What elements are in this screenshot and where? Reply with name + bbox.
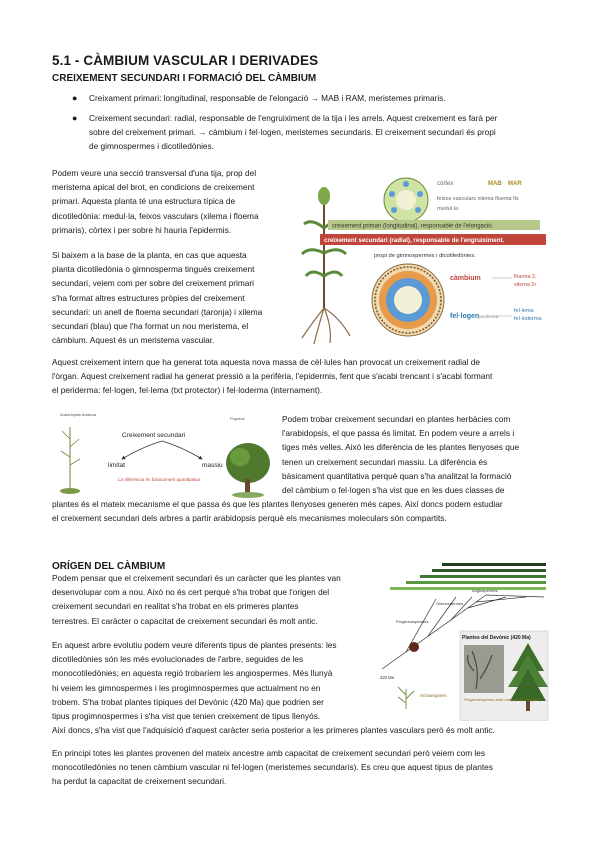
bullet-primary: Creixament primari: longitudinal, responsable de l'elongació → MAB i RAM, meristemes primaris.	[89, 93, 446, 103]
text-line: tenen un creixement secundari massiu. La diferència és	[282, 456, 488, 467]
label-cortex: còrtex	[437, 181, 454, 187]
time-scale-bars	[390, 563, 546, 590]
paragraph-herbaceous-cont	[52, 497, 552, 525]
bullet-secondary-line: Creixement secundari: radial, responsable de l'engruiximent de la tija i les arrels. Aquest creixement es farà per	[89, 113, 498, 123]
text-line: desenvolupar com a nou. Això no és cert perquè s'ha trobat que l'origen del	[52, 587, 330, 598]
text-line: meristema apical del brot, en condicions de creixement	[52, 182, 255, 193]
paragraph-base	[52, 248, 288, 347]
label-periderm: periderma	[478, 314, 499, 319]
paragraph-evolutionary-tree	[52, 638, 374, 723]
paragraph-origin	[52, 571, 374, 628]
paragraph-conclusion: Així doncs, s'ha vist que l'adquisició d'aquest caràcter seria posterior a les primeres plantes vasculars però és molt antic.	[52, 725, 495, 735]
text-line: creixement secundari en realitat s'ha trobat en els primeres plantes	[52, 601, 299, 612]
text-line: terrestres. El caràcter o capacitat de creixement secundari és molt antic.	[52, 615, 318, 626]
bullet-secondary-line: de gimnospermes i dicotiledònies.	[89, 141, 214, 151]
tree-illustration	[226, 443, 270, 498]
section-subtitle: CREIXEMENT SECUNDARI I FORMACIÓ DEL CÀMBIUM	[52, 73, 317, 84]
text-line: s'ha format altres estructures pròpies del creixement	[52, 292, 245, 303]
text-line: monocotiledònies no tenen càmbium vascular ni fel·logen (meristemes secundaris). Es creu que aquest tipus de plantes	[52, 762, 493, 773]
text-line: primari. Aquesta planta té una estructura típica de	[52, 196, 236, 207]
text-line: planta dicotiledònia o gimnosperma tingués creixement	[52, 264, 255, 275]
fossil-illustration	[464, 645, 504, 693]
text-line: secundari, veiem com per sobre del creixement primari	[52, 278, 254, 289]
paragraph-monocots	[52, 746, 552, 789]
text-line: plantes és el mateix mecanisme el que passa és que les plantes llenyoses generen més capes. Així doncs podem estudiar	[52, 499, 503, 509]
label-devonian: Plantes del Devònic (420 Ma)	[462, 635, 531, 641]
label-primary-growth: creixement primari (longitudinal), responsable de l'elongació.	[332, 223, 494, 230]
label-vascular-bundles: feixos vasculars xilema floema fis	[437, 196, 519, 202]
label-mar: MAR	[508, 181, 522, 187]
label-gymnosperms: Gimnospermes	[436, 601, 464, 606]
label-limited: limitat	[108, 462, 125, 469]
text-line: dicotiledònies són les més evolucionades de l'arbre, seguides de les	[52, 654, 304, 665]
label-xylem2: xilema 2r	[514, 282, 537, 288]
label-phellem: fel·lema	[514, 308, 534, 314]
text-line: tipus progimnospermes i s'ha vist que tenien creixement de tipus llenyós.	[52, 711, 321, 722]
page-title: 5.1 - CÀMBIUM VASCULAR I DERIVADES	[52, 53, 319, 68]
label-420-ma: 420 Ma	[380, 675, 394, 680]
text-line: En aquest arbre evolutiu podem veure diferents tipus de plantes presents: les	[52, 640, 337, 650]
bullet-marker: ●	[72, 113, 78, 123]
label-pith: medul·la	[437, 206, 459, 212]
text-line: tiges més velles. Això les diferència de les plantes llenyoses que	[282, 442, 520, 453]
text-line: monocotiledònies; en aquesta regió trobaríem les angiospermes. Més llunyà	[52, 668, 333, 679]
label-secondary-growth-header: Creixement secundari	[122, 432, 186, 439]
paragraph-cross-section	[52, 166, 288, 237]
bullet-secondary-line: sobre del creixement primari. → càmbium i fel·logen, meristemes secundaris. El creixement secundari és propi	[89, 127, 496, 137]
text-line: l'arabidopsis, el que passa és limitat. En podem veure a arrels i	[282, 428, 515, 439]
text-line: primaris), còrtex i per sobre hi hauria l'epidermis.	[52, 224, 232, 235]
section-heading-origin: ORÍGEN DEL CÀMBIUM	[52, 561, 166, 572]
label-massive: massiu	[202, 462, 223, 469]
label-phloem2: floema 2,	[514, 274, 537, 280]
text-line: Podem veure una secció transversal d'una tija, prop del	[52, 168, 257, 178]
text-line: Si baixem a la base de la planta, en cas que aquesta	[52, 250, 247, 260]
label-tree: Populus	[230, 416, 245, 421]
plant-illustration	[302, 187, 350, 344]
origin-node-marker	[409, 642, 419, 652]
text-line: l'òrgan. Aquest creixement radial ha generat pressió a la perifèria, l'epidermis, fent que s'acabi trencant i s'acabi formant	[52, 371, 493, 382]
label-angiosperms: Angiospermes	[472, 588, 498, 593]
bullet-marker: ●	[72, 93, 78, 103]
label-progymnosperms: Progimnospermes	[396, 619, 429, 624]
text-line: dicotiledònia: medul·la, feixos vasculars (xilema i floema	[52, 210, 259, 221]
growth-comparison-figure	[52, 409, 276, 501]
label-phellogen: fel·logen	[450, 313, 480, 320]
text-line: Podem trobar creixement secundari en plantes herbàcies com	[282, 414, 511, 424]
label-mab: MAB	[488, 181, 502, 187]
text-line: hi veiem les gimnospermes i les progimnospermes que actualment no en	[52, 682, 321, 693]
label-progymnosperm-caption: Progimnosperma amb creixement llenyós	[464, 697, 538, 702]
label-arabidopsis: Arabidopsis thaliana	[60, 412, 97, 417]
label-archaeopteris: Archaeopteris	[420, 693, 447, 698]
label-secondary-growth: creixement secundari (radial), responsable de l'engruiximent.	[324, 237, 505, 244]
paragraph-radial-growth	[52, 355, 552, 398]
label-quantitative-caption: La diferència és bàsicament quantitativa	[118, 477, 200, 482]
text-line: el creixement secundari dels arbres a partir arabidopsis perquè els mecanismes moleculars són compartits.	[52, 513, 447, 524]
stem-section-figure	[292, 168, 550, 346]
paragraph-herbaceous	[282, 412, 547, 497]
primary-stem-section	[384, 178, 428, 222]
text-line: del càmbium o fel·logen s'ha vist que en les dues classes de	[282, 485, 505, 496]
text-line: bàsicament quantitativa perquè quan s'ha analitzat la formació	[282, 470, 512, 481]
text-line: Podem pensar que el creixement secundari és un caràcter que les plantes van	[52, 573, 341, 583]
evolutionary-tree-figure	[376, 559, 550, 721]
text-line: trobem. S'ha trobat plantes típiques del Devònic (420 Ma) que podrien ser	[52, 696, 324, 707]
text-line: càmbium. Aquest és un meristema vascular.	[52, 335, 215, 346]
text-line: el periderma: fel·logen, fel·lema (txt protector) i fel·loderma (internament).	[52, 385, 323, 396]
text-line: En principi totes les plantes provenen del mateix ancestre amb capacitat de creixement secundari però veiem com les	[52, 748, 486, 758]
label-gymnosperm-dicot: propi de gimnospermes i dicotiledònies.	[374, 253, 476, 259]
arabidopsis-illustration	[60, 427, 80, 494]
text-line: secundari (blau) que l'ha format un nou meristema, el	[52, 321, 249, 332]
secondary-stem-section	[372, 264, 444, 336]
text-line: ha perdut la capacitat de creixement secundari.	[52, 776, 227, 787]
text-line: secundari: un anell de floema secundari (taronja) i xilema	[52, 306, 263, 317]
seedling-illustration	[398, 687, 414, 709]
text-line: Aquest creixement intern que ha generat tota aquesta nova massa de cèl·lules han provocat un creixement radial de	[52, 357, 481, 367]
label-phelloderm: fel·loderma	[514, 316, 542, 322]
label-cambium: càmbium	[450, 275, 481, 282]
